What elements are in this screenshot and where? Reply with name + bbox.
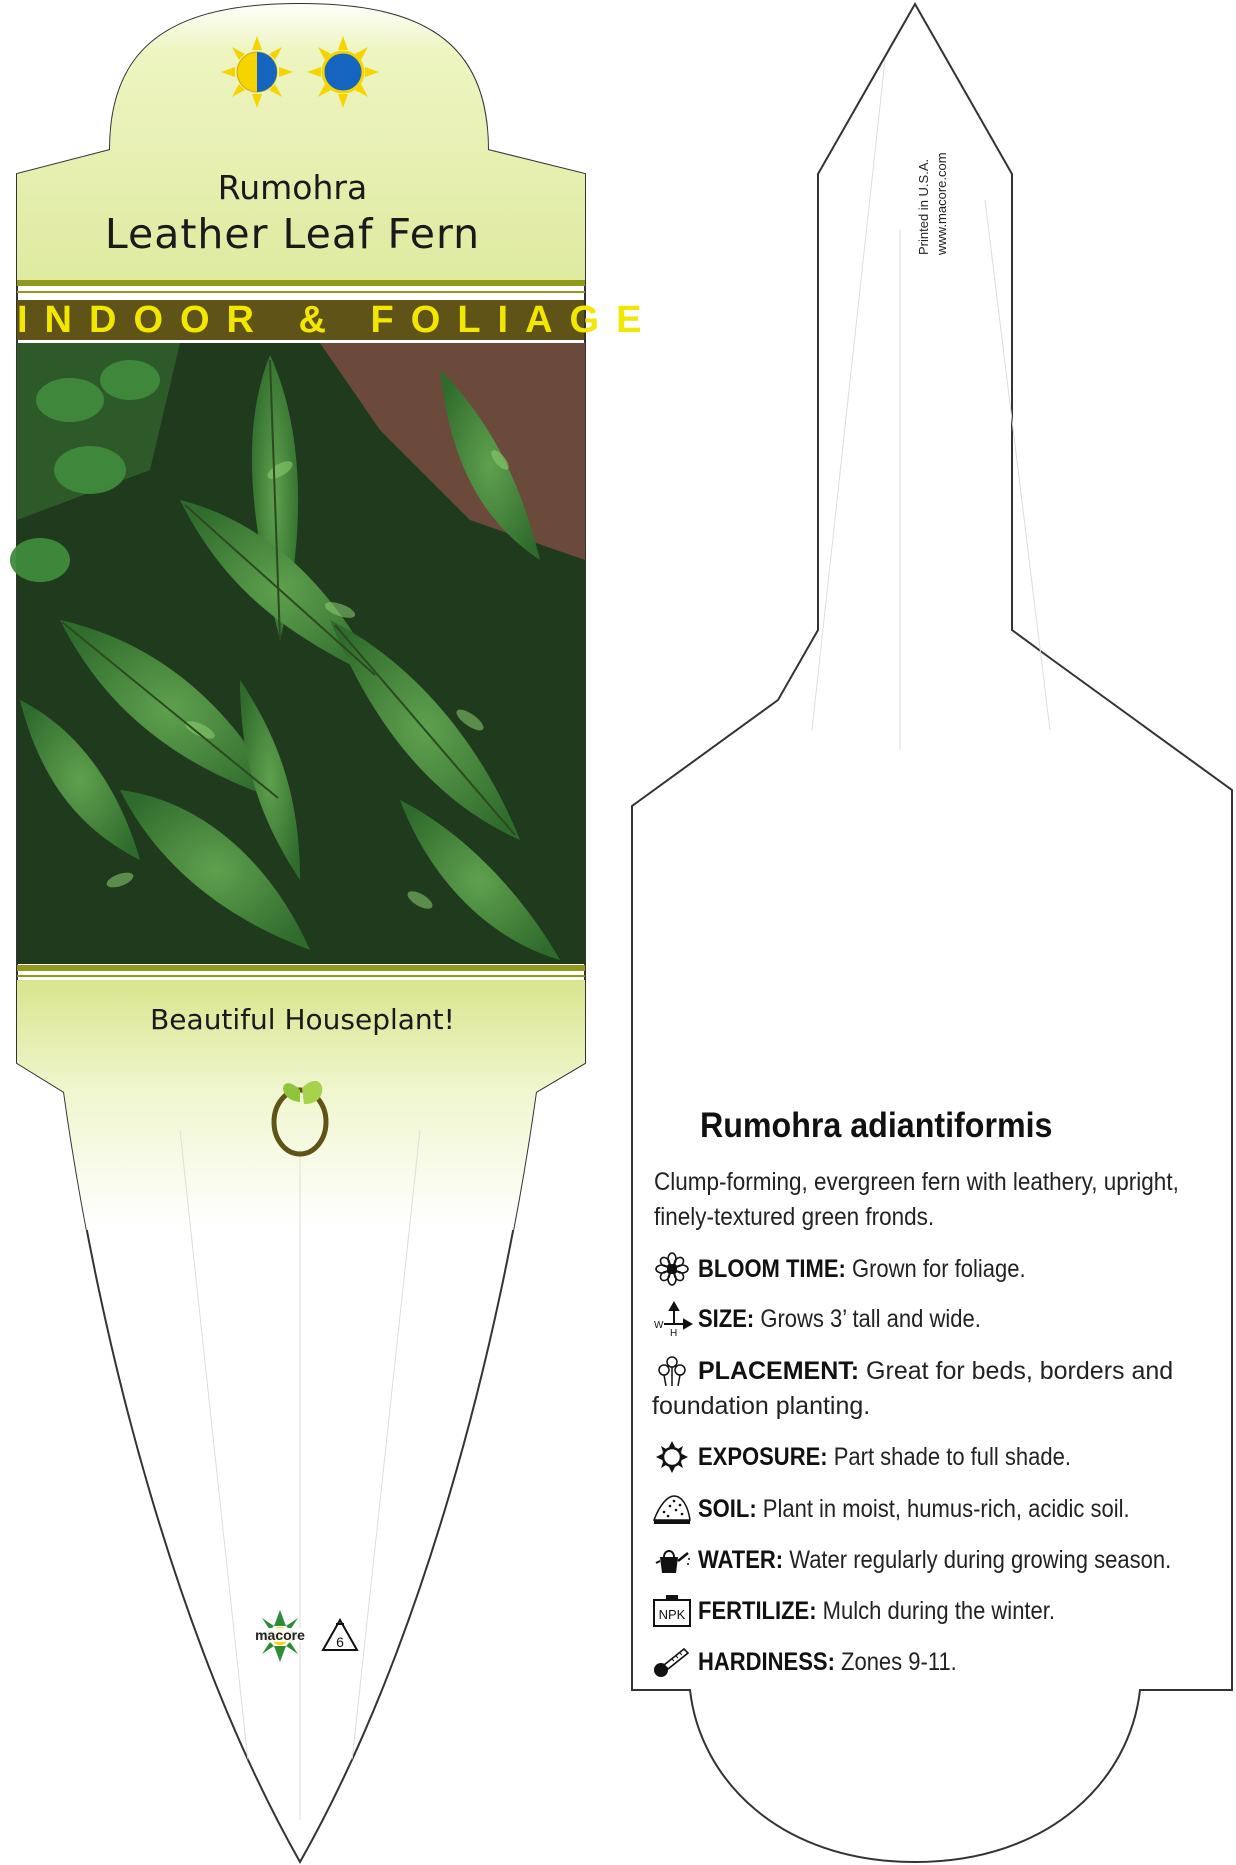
svg-text:6: 6 — [336, 1634, 344, 1650]
tagline: Beautiful Houseplant! — [150, 1003, 455, 1036]
attr-hardiness: HARDINESS: Zones 9-11. — [652, 1645, 1232, 1680]
scientific-name: Rumohra adiantiformis — [700, 1106, 1053, 1145]
svg-text:NPK: NPK — [658, 1607, 686, 1622]
thermometer-icon — [652, 1645, 692, 1679]
website-url: www.macore.com — [934, 152, 949, 255]
attr-size: W H SIZE: Grows 3’ tall and wide. — [652, 1302, 1232, 1337]
fern-photo — [10, 343, 585, 964]
placement-plants-icon — [652, 1354, 692, 1388]
watering-can-icon — [652, 1543, 692, 1577]
attr-soil: SOIL: Plant in moist, humus-rich, acidic soil. — [652, 1492, 1232, 1527]
svg-text:W: W — [654, 1320, 664, 1331]
top-stripe — [17, 280, 585, 286]
category-band: INDOOR & FOLIAGE — [17, 299, 659, 341]
flower-icon — [652, 1252, 692, 1286]
attr-exposure: EXPOSURE: Part shade to full shade. — [652, 1440, 1232, 1475]
printed-in-usa: Printed in U.S.A. — [916, 158, 931, 255]
attr-bloom-time: BLOOM TIME: Grown for foliage. — [652, 1252, 1232, 1287]
sun-outline-icon — [652, 1440, 692, 1474]
common-name: Leather Leaf Fern — [104, 210, 481, 258]
attr-placement: PLACEMENT: Great for beds, borders and foundation planting. — [652, 1354, 1232, 1424]
npk-icon — [652, 1594, 692, 1628]
printed-credit — [908, 95, 950, 255]
soil-mound-icon — [652, 1492, 692, 1526]
back-tag — [632, 4, 1232, 1862]
attr-fertilize: NPK FERTILIZE: Mulch during the winter. — [652, 1594, 1232, 1629]
attr-water: WATER: Water regularly during growing season. — [652, 1543, 1232, 1578]
size-arrows-icon — [652, 1302, 692, 1339]
bottom-stripe — [17, 965, 585, 971]
genus-name: Rumohra — [217, 168, 368, 207]
svg-text:H: H — [670, 1328, 678, 1339]
svg-text:macore: macore — [255, 1627, 305, 1643]
plant-description: Clump-forming, evergreen fern with leathery, upright, finely-textured green fronds. — [654, 1168, 1179, 1231]
